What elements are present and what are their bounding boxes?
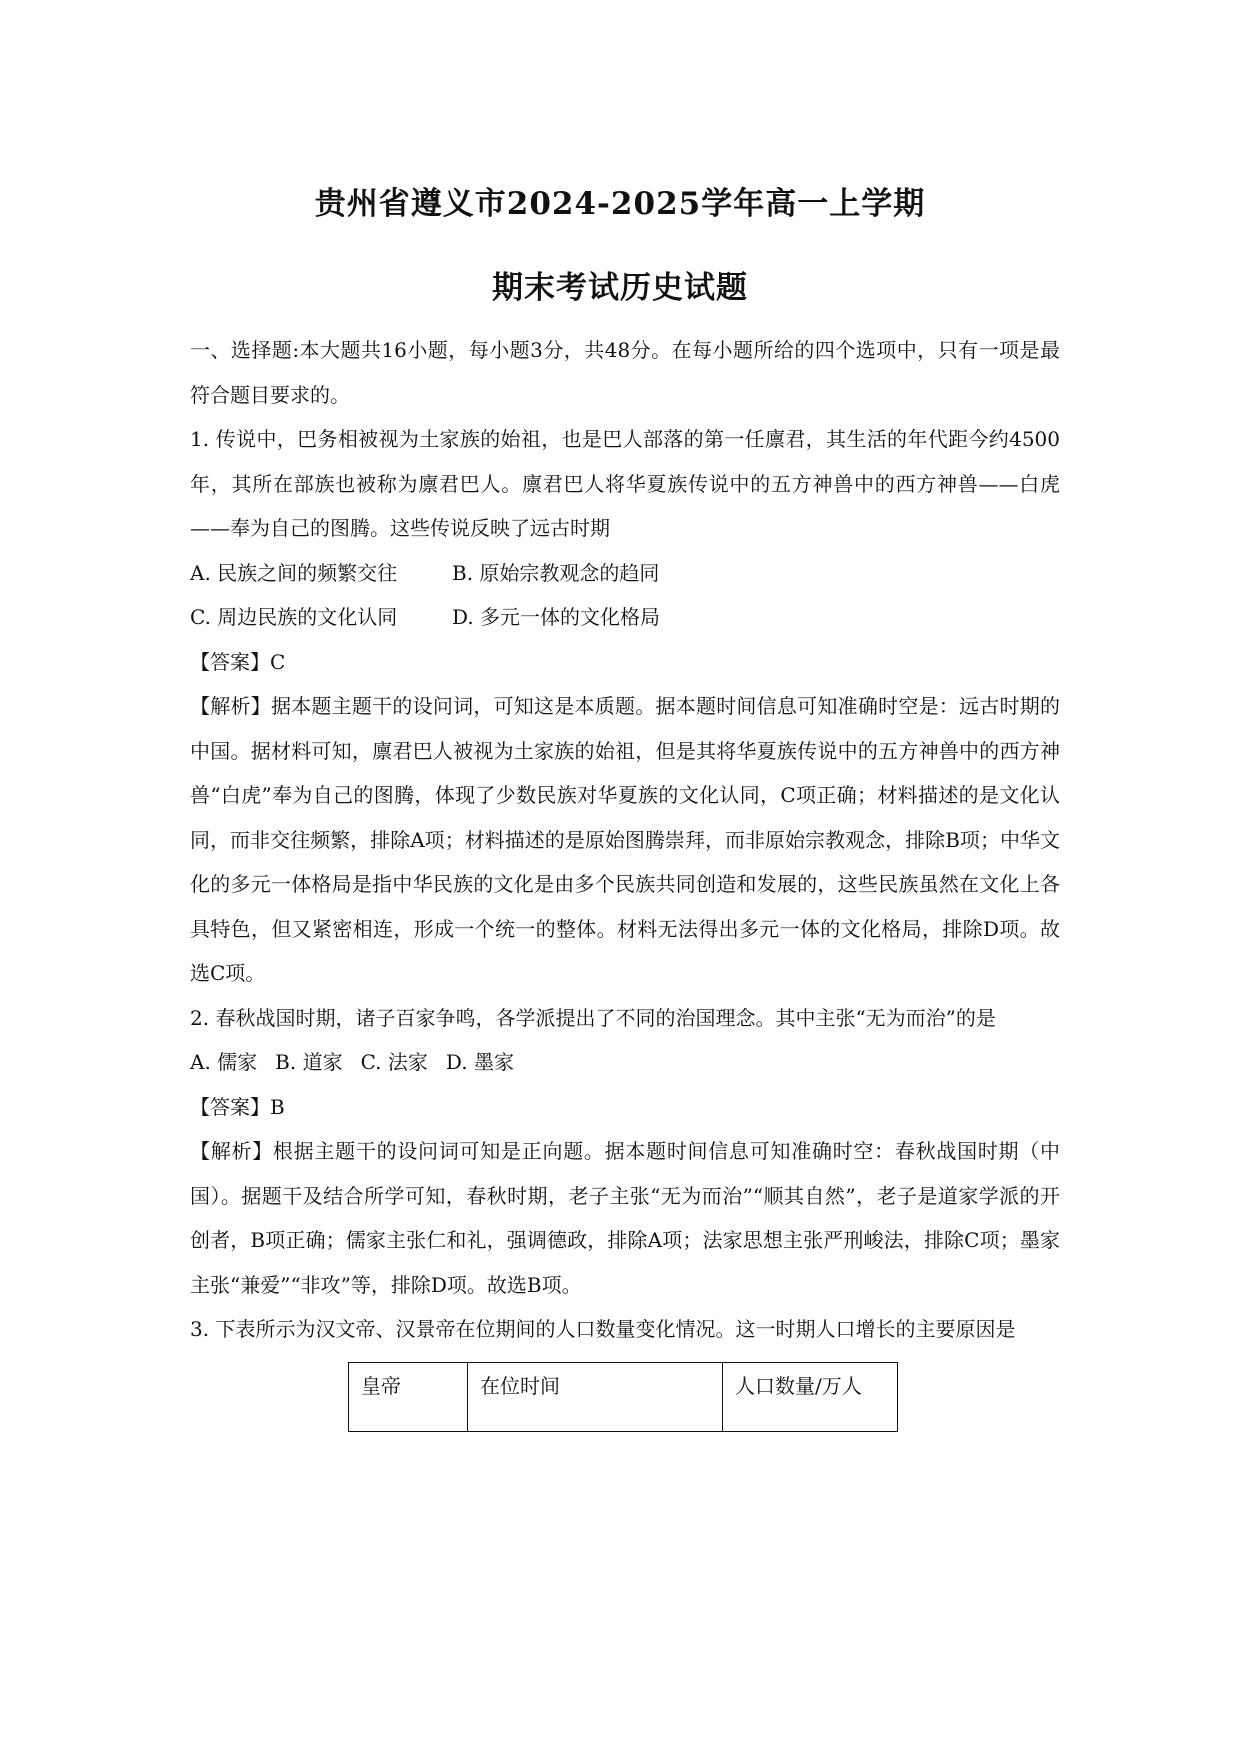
section-intro: 一、选择题:本大题共16小题，每小题3分，共48分。在每小题所给的四个选项中，只有一项是最符合题目要求的。 xyxy=(190,338,1060,407)
question-1-option-c: C. 周边民族的文化认同 xyxy=(190,605,398,629)
question-1-option-b: B. 原始宗教观念的趋同 xyxy=(452,560,660,585)
question-2-option-d: D. 墨家 xyxy=(445,1050,514,1074)
table-header-population: 人口数量/万人 xyxy=(723,1362,898,1431)
table-header-reign: 在位时间 xyxy=(468,1362,723,1431)
question-1-analysis: 【解析】据本题主题干的设问词，可知这是本质题。据本题时间信息可知准确时空是：远古时期的中国。据材料可知，廪君巴人被视为土家族的始祖，但是其将华夏族传说中的五方神兽中的西方神兽“白虎”奉为自己的图腾，体现了少数民族对华夏族的文化认同，C项正确；材料描述的是文化认同，而非交往频繁，排除A项；材料描述的是原始图腾崇拜，而非原始宗教观念，排除B项；中华文化的多元一体格局是指中华民族的文化是由多个民族共同创造和发展的，这些民族虽然在文化上各具特色，但又紧密相连，形成一个统一的整体。材料无法得出多元一体的文化格局，排除D项。故选C项。 xyxy=(190,694,1060,985)
document-title: 贵州省遵义市2024-2025学年高一上学期 xyxy=(314,186,926,222)
question-1-options-row-1 xyxy=(190,551,1060,596)
question-2-answer: 【答案】B xyxy=(190,1094,285,1119)
question-2-option-b: B. 道家 xyxy=(275,1050,343,1074)
question-1-stem: 1. 传说中，巴务相被视为土家族的始祖，也是巴人部落的第一任廪君，其生活的年代距今约4500年，其所在部族也被称为廪君巴人。廪君巴人将华夏族传说中的五方神兽中的西方神兽——白虎——奉为自己的图腾。这些传说反映了远古时期 xyxy=(190,427,1060,540)
document-subtitle: 期末考试历史试题 xyxy=(492,270,748,306)
question-1-option-d: D. 多元一体的文化格局 xyxy=(452,605,661,629)
question-2-option-a: A. 儒家 xyxy=(190,1050,258,1074)
population-table xyxy=(348,1362,898,1432)
question-2-options xyxy=(190,1040,1060,1085)
question-1-option-a: A. 民族之间的频繁交往 xyxy=(190,560,398,585)
question-2-analysis: 【解析】根据主题干的设问词可知是正向题。据本题时间信息可知准确时空：春秋战国时期（中国）。据题干及结合所学可知，春秋时期，老子主张“无为而治”“顺其自然”，老子是道家学派的开创者，B项正确；儒家主张仁和礼，强调德政，排除A项；法家思想主张严刑峻法，排除C项；墨家主张“兼爱”“非攻”等，排除D项。故选B项。 xyxy=(190,1139,1060,1297)
table-header-row xyxy=(349,1362,898,1431)
document-body xyxy=(190,328,1060,1432)
question-2-stem: 2. 春秋战国时期，诸子百家争鸣，各学派提出了不同的治国理念。其中主张“无为而治”的是 xyxy=(190,1005,996,1030)
question-3-stem: 3. 下表所示为汉文帝、汉景帝在位期间的人口数量变化情况。这一时期人口增长的主要原因是 xyxy=(190,1317,1016,1341)
question-1-answer: 【答案】C xyxy=(190,649,286,674)
question-1-options-row-2 xyxy=(190,595,1060,640)
question-2-option-c: C. 法家 xyxy=(360,1050,428,1074)
table-header-emperor: 皇帝 xyxy=(349,1362,468,1431)
